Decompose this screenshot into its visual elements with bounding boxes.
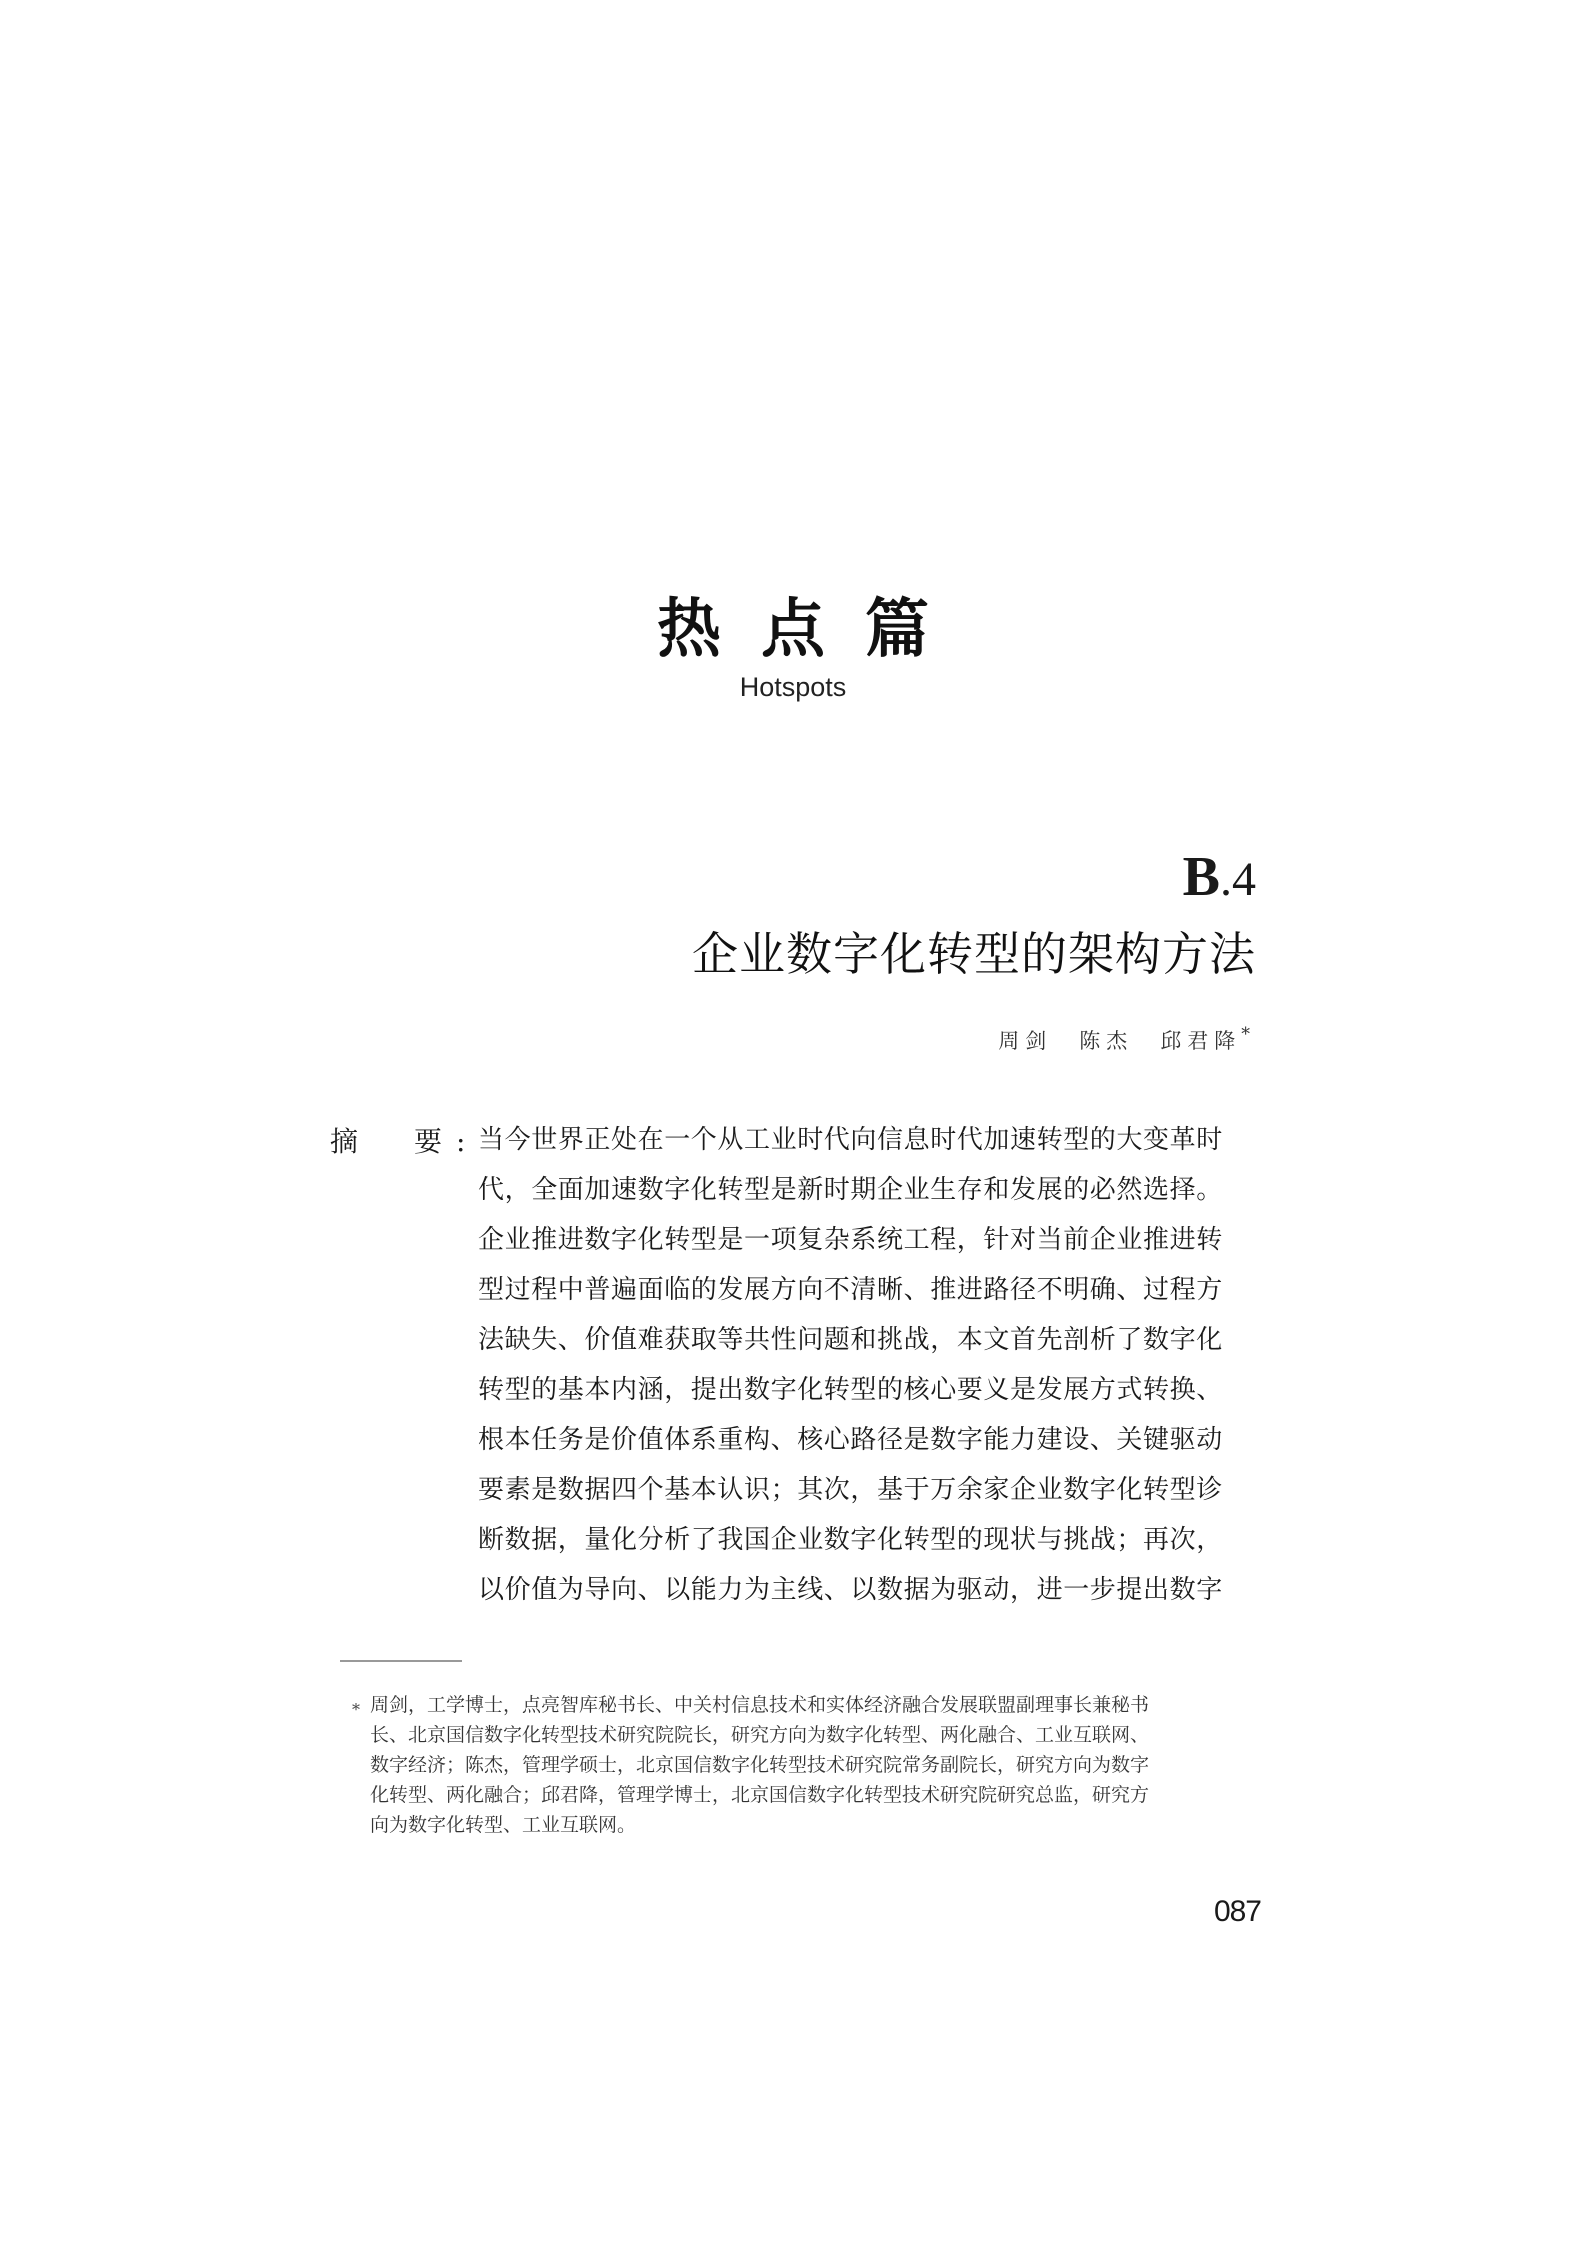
abstract-line: 代，全面加速数字化转型是新时期企业生存和发展的必然选择。 — [478, 1175, 1223, 1205]
author-names: 周剑 陈杰 邱君降 — [998, 1029, 1242, 1053]
footnote-line: 周剑，工学博士，点亮智库秘书长、中关村信息技术和实体经济融合发展联盟副理事长兼秘书 — [370, 1694, 1150, 1716]
footnote-line: 数字经济；陈杰，管理学硕士，北京国信数字化转型技术研究院常务副院长，研究方向为数字 — [370, 1754, 1150, 1776]
abstract-line: 要素是数据四个基本认识；其次，基于万余家企业数字化转型诊 — [478, 1475, 1223, 1505]
footnote-mark: * — [352, 1700, 360, 1719]
abstract-line: 法缺失、价值难获取等共性问题和挑战，本文首先剖析了数字化 — [478, 1325, 1223, 1355]
chapter-number-suffix: .4 — [1220, 853, 1256, 906]
abstract-line: 转型的基本内涵，提出数字化转型的核心要义是发展方式转换、 — [478, 1375, 1223, 1405]
part-title: 热点篇 — [657, 592, 969, 667]
footnote-line: 长、北京国信数字化转型技术研究院院长，研究方向为数字化转型、两化融合、工业互联网、 — [370, 1724, 1150, 1746]
abstract-body — [478, 1120, 1268, 1620]
abstract-label: 摘 要: — [330, 1125, 480, 1158]
abstract-line: 型过程中普遍面临的发展方向不清晰、推进路径不明确、过程方 — [478, 1275, 1223, 1305]
footnote-divider — [340, 1660, 462, 1662]
chapter-number-prefix: B — [1182, 846, 1220, 908]
part-subtitle: Hotspots — [739, 672, 847, 702]
abstract-line: 根本任务是价值体系重构、核心路径是数字能力建设、关键驱动 — [478, 1425, 1223, 1455]
footnote-line: 向为数字化转型、工业互联网。 — [370, 1814, 637, 1836]
abstract-line: 以价值为导向、以能力为主线、以数据为驱动，进一步提出数字 — [478, 1575, 1223, 1605]
abstract-line: 企业推进数字化转型是一项复杂系统工程，针对当前企业推进转 — [478, 1225, 1223, 1255]
footnote-line: 化转型、两化融合；邱君降，管理学博士，北京国信数字化转型技术研究院研究总监，研究方 — [370, 1784, 1150, 1806]
abstract-line: 当今世界正处在一个从工业时代向信息时代加速转型的大变革时 — [478, 1125, 1223, 1155]
author-footnote-mark: * — [1241, 1025, 1256, 1045]
chapter-title: 企业数字化转型的架构方法 — [692, 927, 1256, 981]
abstract-line: 断数据，量化分析了我国企业数字化转型的现状与挑战；再次， — [478, 1525, 1223, 1555]
authors — [998, 1025, 1256, 1055]
footnote-body — [370, 1690, 1270, 1840]
page-number: 087 — [1213, 1895, 1261, 1928]
chapter-number — [1183, 845, 1256, 909]
